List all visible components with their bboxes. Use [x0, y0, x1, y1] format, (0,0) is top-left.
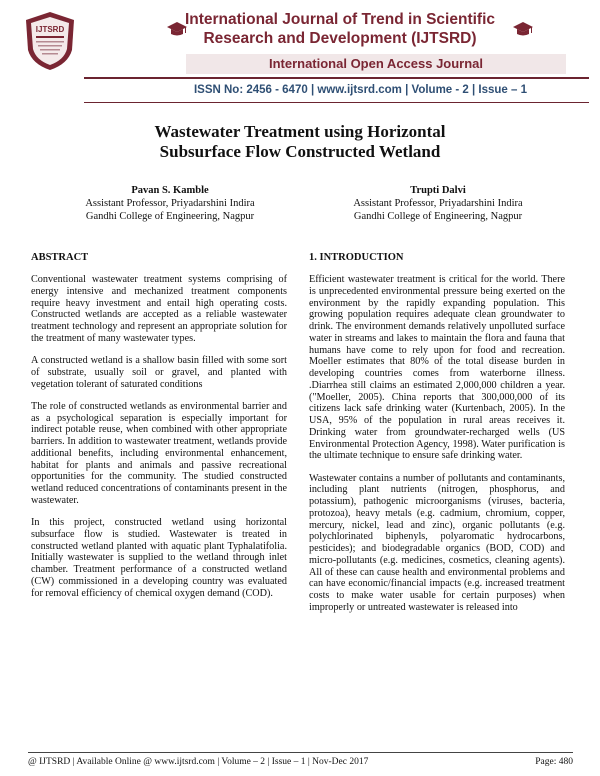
journal-title-line1: International Journal of Trend in Scientific: [184, 11, 496, 28]
author-2: [308, 184, 568, 223]
abstract-paragraph: A constructed wetland is a shallow basin filled with some sort of substrate, usually soil or gravel, and planted with vegetation tolerant of saturated conditions: [31, 355, 287, 390]
author-name: Pavan S. Kamble: [131, 185, 209, 196]
footer-citation: @ IJTSRD | Available Online @ www.ijtsrd.com | Volume – 2 | Issue – 1 | Nov-Dec 2017: [28, 757, 369, 767]
intro-paragraph: Efficient wastewater treatment is critical for the world. There is unprecedented environmental pressure being exerted on the environment by the rapidly expanding population. This growing population requires adequate clean groundwater to drink. The environment demands relatively unpolluted surface water in streams and lakes to maintain the flora and fauna that humans have come to rely upon for food and recreation. Moeller estimates that 80% of the total disease burden in developing countries comes from waterborne illness. .Diarrhea still claims an estimated 2,000,000 children a year. ("Moeller, 2005). China reports that 300,000,000 of its citizens lack safe drinking water (Kurtenbach, 2005). In the USA, 95% of the population in rural areas receives it. Drinking water from groundwater-recharged wells (US Environmental Protection Agency, 1998). Water purification is the ultimate technique to ensure safe drinking water.: [309, 274, 565, 462]
header-rule: [84, 77, 589, 79]
abstract-paragraph: The role of constructed wetlands as environmental barrier and as a psychological separation is especially important for indirect potable reuse, when combined with other appropriate barriers. In addition to wastewater treatment, wetlands provide additional benefits, including environmental enhancement, habitat for plants and animals and passive recreational opportunities for the community. The studied constructed wetland reduced concentrations of contaminants present in the wastewater.: [31, 400, 287, 506]
issn-line: ISSN No: 2456 - 6470 | www.ijtsrd.com | Volume - 2 | Issue – 1: [193, 84, 528, 96]
page-number: Page: 480: [535, 757, 573, 767]
author-role: Assistant Professor, Priyadarshini Indira: [353, 198, 523, 209]
author-affiliation: Gandhi College of Engineering, Nagpur: [353, 211, 523, 222]
journal-title-line2: Research and Development (IJTSRD): [203, 30, 477, 47]
header-rule-bottom: [84, 102, 589, 103]
abstract-heading: ABSTRACT: [31, 252, 89, 263]
paper-title-line2: Subsurface Flow Constructed Wetland: [159, 142, 441, 161]
page-footer: [28, 757, 573, 767]
footer-rule: [28, 752, 573, 753]
abstract-paragraph: In this project, constructed wetland using horizontal subsurface flow is studied. Wastewater is treated in constructed wetland planted with aquatic plant Typhalatifolia. Initially wastewater is supplied to the wetland through inlet chamber. Treatment performance of a constructed wetland (CW) commissioned in a developing country was evaluated for removal efficiency of chemical oxygen demand (COD).: [31, 517, 287, 599]
author-affiliation: Gandhi College of Engineering, Nagpur: [85, 211, 255, 222]
introduction-heading: 1. INTRODUCTION: [309, 252, 404, 263]
paper-title-line1: Wastewater Treatment using Horizontal: [154, 122, 446, 141]
author-name: Trupti Dalvi: [410, 185, 466, 196]
author-1: [40, 184, 300, 223]
author-role: Assistant Professor, Priyadarshini Indira: [85, 198, 255, 209]
open-access-banner: International Open Access Journal: [186, 54, 566, 74]
journal-logo: [22, 10, 78, 72]
logo-text: IJTSRD: [35, 25, 65, 34]
introduction-column: [309, 274, 565, 624]
intro-paragraph: Wastewater contains a number of pollutants and contaminants, including plant nutrients (nitrogen, phosphorus, and potassium), pathogenic microorganisms (viruses, bacteria, protozoa), heavy metals (e.g. cadmium, chromium, copper, mercury, nickel, lead and zinc), organic pollutants (e.g. polychlorinated biphenyls, polyaromatic hydrocarbons, pesticides); and biodegradable organics (BOD, COD) and micro-pollutants (e.g. medicines, cosmetics, cleaning agents). All of these can cause health and environmental problems and can have economic/financial impacts (e.g. increased treatment costs to make water usable for certain purposes) when improperly or untreated wastewater is released into: [309, 472, 565, 613]
abstract-paragraph: Conventional wastewater treatment systems comprising of energy intensive and mechanized treatment components require heavy investment and entail high operating costs. Constructed wetlands are accepted as a reliable wastewater treatment technology and represent an appropriate solution for the treatment of many wastewater types.: [31, 274, 287, 344]
abstract-column: [31, 274, 287, 610]
